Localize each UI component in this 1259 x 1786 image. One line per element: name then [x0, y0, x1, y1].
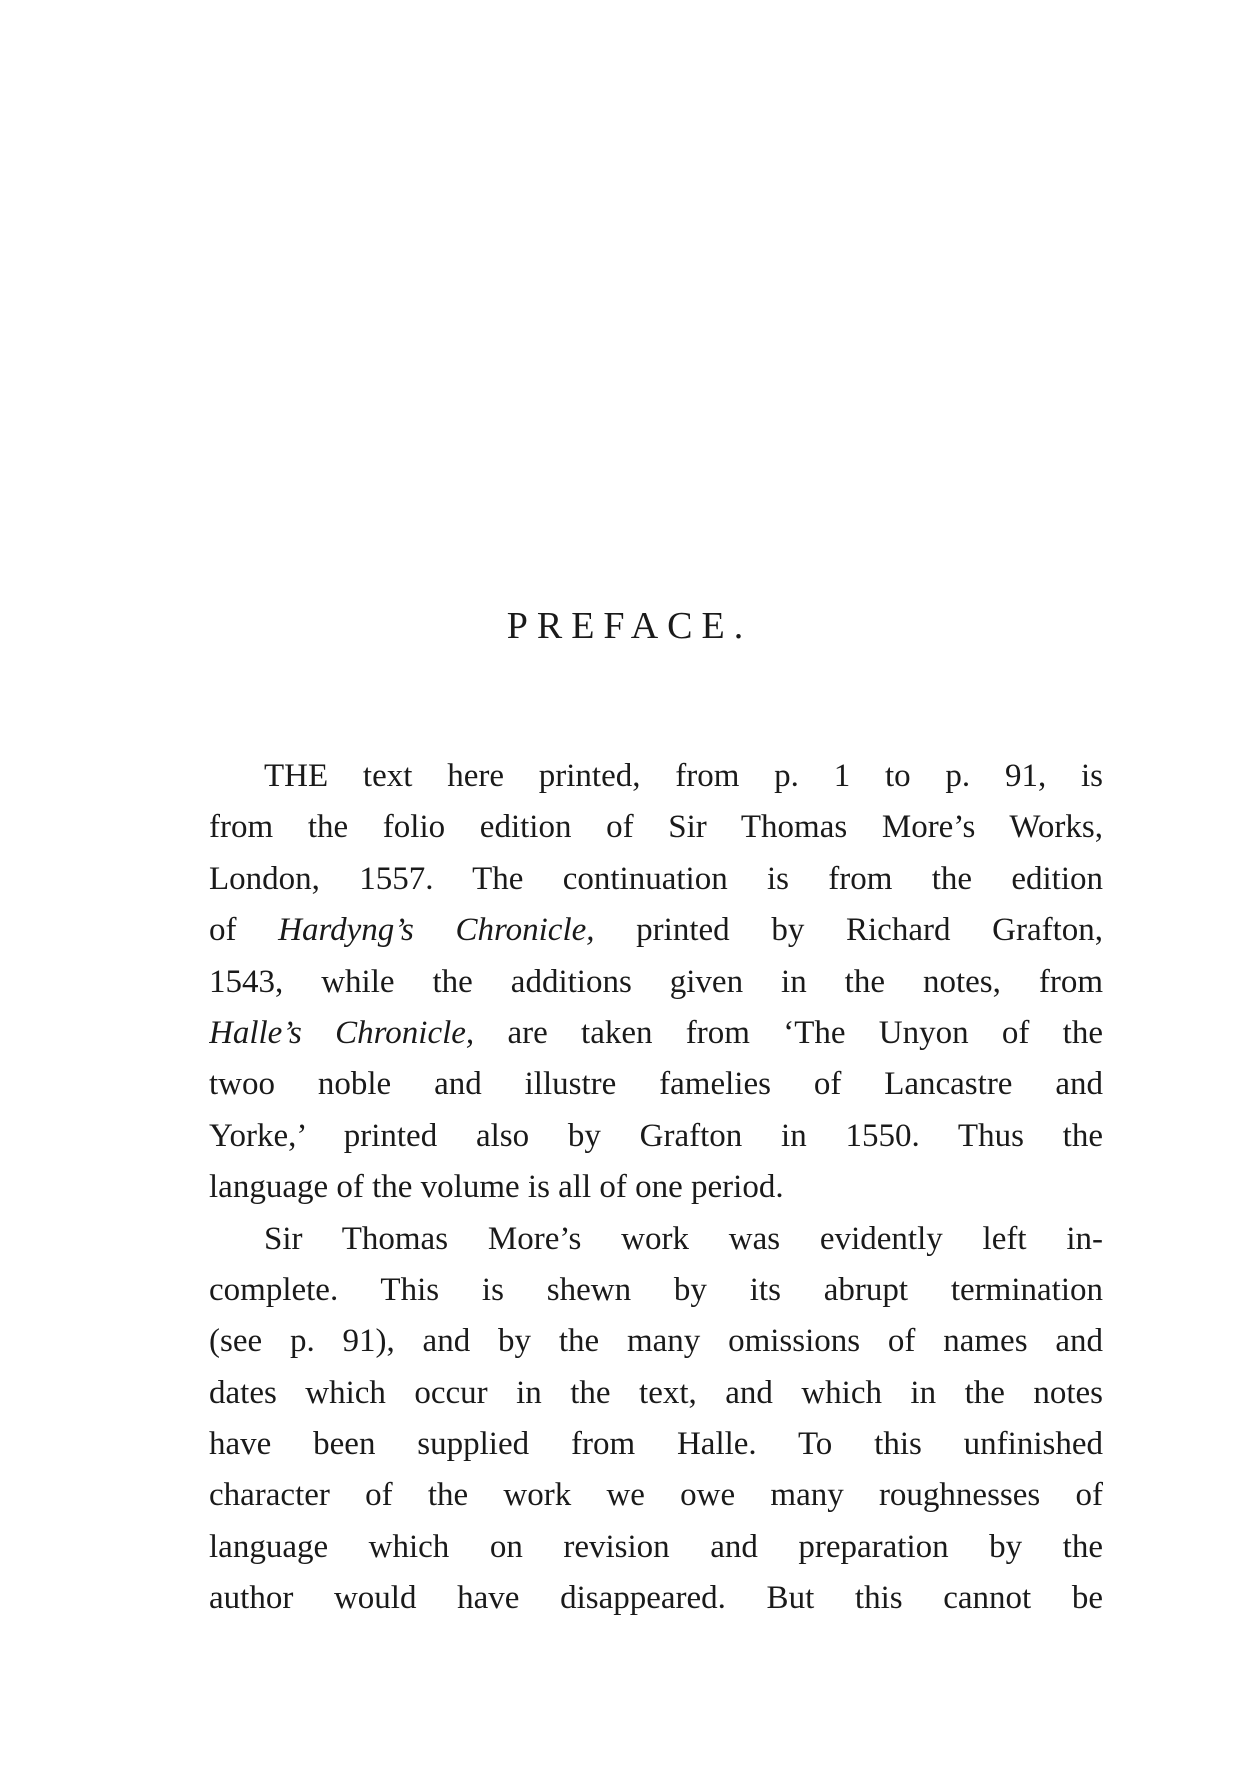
line-text: text here printed, from p. 1 to p. 91, is	[328, 758, 1103, 794]
text-line	[209, 1008, 1103, 1059]
text-line: author would have disappeared. But this cannot be	[209, 1580, 1103, 1617]
text-line: language of the volume is all of one period.	[209, 1169, 784, 1206]
text-line: language which on revision and preparation by the	[209, 1528, 1103, 1565]
text-line: Sir Thomas More’s work was evidently left in-	[264, 1220, 1103, 1257]
small-caps-lead: THE	[264, 758, 329, 794]
text-line: from the folio edition of Sir Thomas More’s Works,	[209, 809, 1103, 846]
page-title: PREFACE.	[506, 605, 753, 647]
text-line	[209, 751, 1103, 802]
line-text: are taken from ‘The Unyon of the	[474, 1014, 1103, 1051]
text-line: have been supplied from Halle. To this unfinished	[209, 1426, 1103, 1463]
text-line: 1543, while the additions given in the notes, from	[209, 963, 1103, 1000]
text-line: character of the work we owe many roughnesses of	[209, 1477, 1103, 1514]
text-line: Yorke,’ printed also by Grafton in 1550. Thus the	[209, 1117, 1103, 1154]
paragraph-2	[209, 1214, 1103, 1625]
text-line: twoo noble and illustre famelies of Lancastre and	[209, 1066, 1103, 1103]
line-text: of	[209, 912, 279, 949]
paragraph-1	[209, 751, 1103, 1214]
text-line: London, 1557. The continuation is from the edition	[209, 860, 1103, 897]
text-line: (see p. 91), and by the many omissions of names and	[209, 1323, 1103, 1360]
italic-title: Halle’s Chronicle,	[209, 1014, 475, 1051]
body-text	[209, 751, 1103, 1625]
text-line: dates which occur in the text, and which in the notes	[209, 1374, 1103, 1411]
text-line	[209, 905, 1103, 956]
line-text: printed by Richard Grafton,	[594, 912, 1103, 949]
text-line: complete. This is shewn by its abrupt termination	[209, 1271, 1103, 1308]
italic-title: Hardyng’s Chronicle,	[278, 912, 595, 949]
